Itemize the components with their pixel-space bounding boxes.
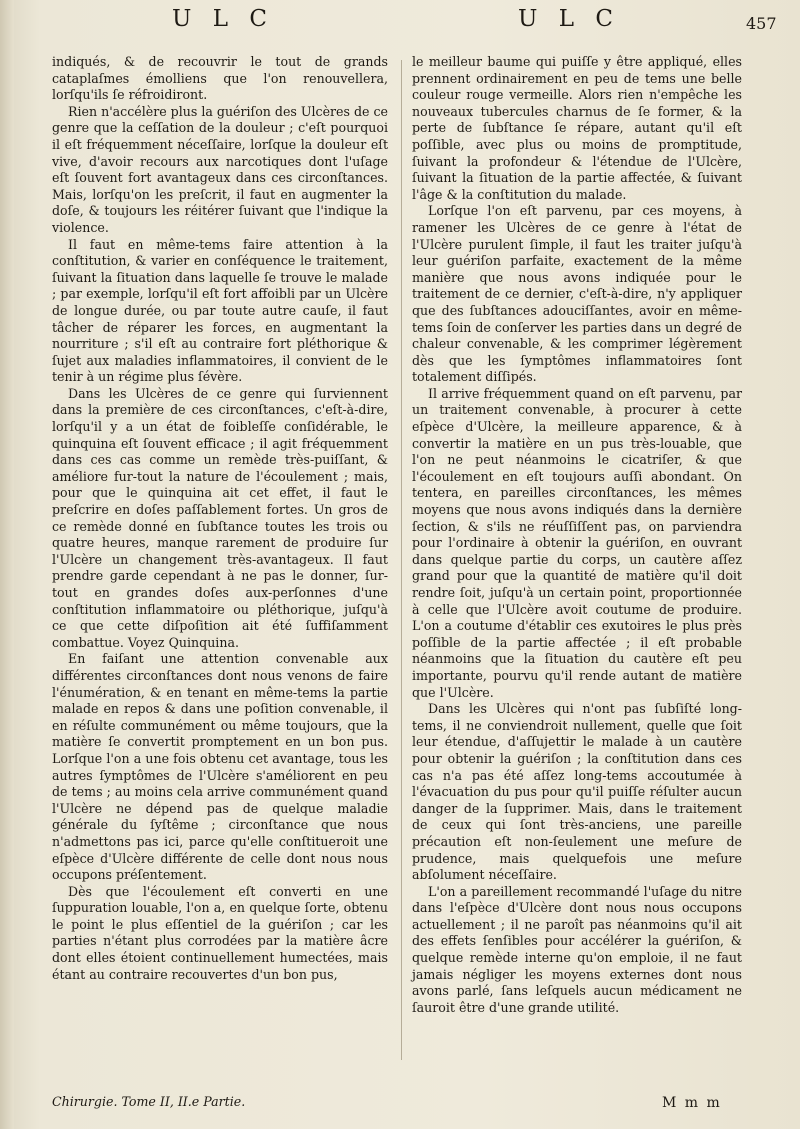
page-number: 457 — [746, 14, 777, 33]
paragraph: Rien n'accélère plus la guériſon des Ulcères de ce genre que la ceſſation de la douleur ; c'eſt pourquoi il eſt fréquemment néceſſaire, lorſque la douleur eſt vive, d'avoir recours aux narcotiques dont l'uſage eſt ſouvent fort avantageux dans ces circonſtances. Mais, lorſqu'on les preſcrit, il faut en augmenter la doſe, & toujours les réitérer ſuivant que l'indique la violence. — [52, 103, 389, 235]
column-divider — [401, 60, 402, 1060]
paragraph: Il faut en même-tems faire attention à la conſtitution, & varier en conſéquence le traitement, ſuivant la ſituation dans laquelle ſe trouve le malade ; par exemple, lorſqu'il eſt fort affoibli par un Ulcère de longue durée, ou par toute autre cauſe, il faut tâcher de réparer les forces, en augmentant la nourriture ; s'il eſt au contraire fort pléthorique & ſujet aux maladies inflammatoires, il convient de le tenir à un régime plus ſévère. — [52, 236, 388, 385]
paragraph: Dans les Ulcères de ce genre qui ſurviennent dans la première de ces circonſtances, c'eſt-à-dire, lorſqu'il y a un état de foibleſſe conſidérable, le quinquina eſt ſouvent efficace ; il agit fréquemment dans ces cas comme un remède très-puiſſant, & améliore fur-tout la nature de l'écoulement ; mais, pour que le quinquina ait cet effet, il faut le preſcrire en doſes paſſablement fortes. Un gros de ce remède donné en ſubſtance toutes les trois ou quatre heures, manque rarement de produire ſur l'Ulcère un changement très-avantageux. Il faut prendre garde cependant à ne pas le donner, ſur-tout en grandes doſes aux-perſonnes d'une conſtitution inflammatoire ou pléthorique, juſqu'à ce que cette diſpoſition ait été ſuffiſamment combattue. Voyez Quinquina. — [52, 385, 388, 650]
paragraph: Il arrive fréquemment quand on eſt parvenu, par un traitement convenable, à procurer à cette eſpèce d'Ulcère, la meilleure apparence, & à convertir la matière en un pus très-louable, que l'on ne peut néanmoins le cicatriſer, & que l'écoulement en eſt toujours auſſi abondant. On tentera, en pareilles circonſtances, les mêmes moyens que nous avons indiqués dans la dernière ſection, & s'ils ne réuſſiſſent pas, on parviendra pour l'ordinaire à obtenir la guériſon, en ouvrant dans quelque partie du corps, un cautère aſſez grand pour que la quantité de matière qu'il doit rendre ſoit, juſqu'à un certain point, proportionnée à celle que l'Ulcère avoit coutume de produire. L'on a coutume d'établir ces exutoires le plus près poſſible de la partie affectée ; il eſt probable néanmoins que la ſituation du cautère eſt peu importante, pourvu qu'il rende autant de matière que l'Ulcère. — [412, 385, 742, 700]
paragraph: En faiſant une attention convenable aux différentes circonſtances dont nous venons de faire l'énumération, & en tenant en même-tems la partie malade en repos & dans une poſition convenable, il en réſulte communément ou même toujours, que la matière ſe convertit promptement en un bon pus. Lorſque l'on a une fois obtenu cet avantage, tous les autres ſymptômes de l'Ulcère s'améliorent en peu de tems ; au moins cela arrive communément quand l'Ulcère ne dépend pas de quelque maladie générale du ſyſtême ; circonſtance que nous n'admettons pas ici, parce qu'elle conſtitueroit une eſpèce d'Ulcère différente de celle dont nous nous occupons préſentement. — [52, 651, 388, 883]
running-head-left: U L C — [172, 6, 274, 32]
paragraph: le meilleur baume qui puiſſe y être appliqué, elles prennent ordinairement en peu de tems une belle couleur rouge vermeille. Alors rien n'empêche les nouveaux tubercules charnus de ſe former, & la perte de ſubſtance ſe répare, autant qu'il eſt poſſible, avec plus ou moins de promptitude, ſuivant la profondeur & l'étendue de l'Ulcère, ſuivant la ſituation de la partie affectée, & ſuivant l'âge & la conſtitution du malade. — [412, 54, 742, 202]
left-column — [52, 54, 388, 983]
running-head-right: U L C — [518, 6, 620, 32]
paragraph: indiqués, & de recouvrir le tout de grands cataplaſmes émolliens que l'on renouvellera, lorſqu'ils ſe réfroidiront. — [52, 54, 388, 103]
paragraph: Lorſque l'on eſt parvenu, par ces moyens, à ramener les Ulcères de ce genre à l'état de l'Ulcère purulent ſimple, il faut les traiter juſqu'à leur guériſon parfaite, exactement de la même manière que nous avons indiquée pour le traitement de ce dernier, c'eſt-à-dire, n'y appliquer que des ſubſtances adouciſſantes, avoir en même-tems ſoin de conſerver les parties dans un degré de chaleur convenable, & les comprimer légèrement dès que les ſymptômes inflammatoires ſont totalement diſſipés. — [412, 203, 742, 385]
paragraph: L'on a pareillement recommandé l'uſage du nitre dans l'eſpèce d'Ulcère dont nous nous occupons actuellement ; il ne paroît pas néanmoins qu'il ait des effets ſenſibles pour accélérer la guériſon, & quelque remède interne qu'on emploie, il ne faut jamais négliger les moyens externes dont nous avons parlé, ſans leſquels aucun médicament ne ſauroit être d'une grande utilité. — [412, 883, 742, 1015]
footer-volume: Chirurgie. Tome II, II.e Partie. — [52, 1094, 246, 1109]
paragraph: Dès que l'écoulement eſt converti en une ſuppuration louable, l'on a, en quelque ſorte, obtenu le point le plus eſſentiel de la guériſon ; car les parties n'étant plus corrodées par la matière âcre dont elles étoient continuellement humectées, mais étant au contraire recouvertes d'un bon pus, — [52, 883, 388, 982]
paragraph: Dans les Ulcères qui n'ont pas ſubſiſté long-tems, il ne conviendroit nullement, quelle que ſoit leur étendue, d'aſſujettir le malade à un cautère pour obtenir la guériſon ; la conſtitution dans ces cas n'a pas été aſſez long-tems accoutumée à l'évacuation du pus pour qu'il puiſſe réſulter aucun danger de la ſupprimer. Mais, dans le traitement de ceux qui ſont très-anciens, une pareille précaution eſt non-ſeulement une meſure de prudence, mais quelquefois une meſure abſolument néceſſaire. — [412, 701, 742, 883]
right-column — [412, 54, 742, 1016]
page-edge — [0, 0, 14, 1129]
signature-mark: M m m — [662, 1095, 722, 1111]
